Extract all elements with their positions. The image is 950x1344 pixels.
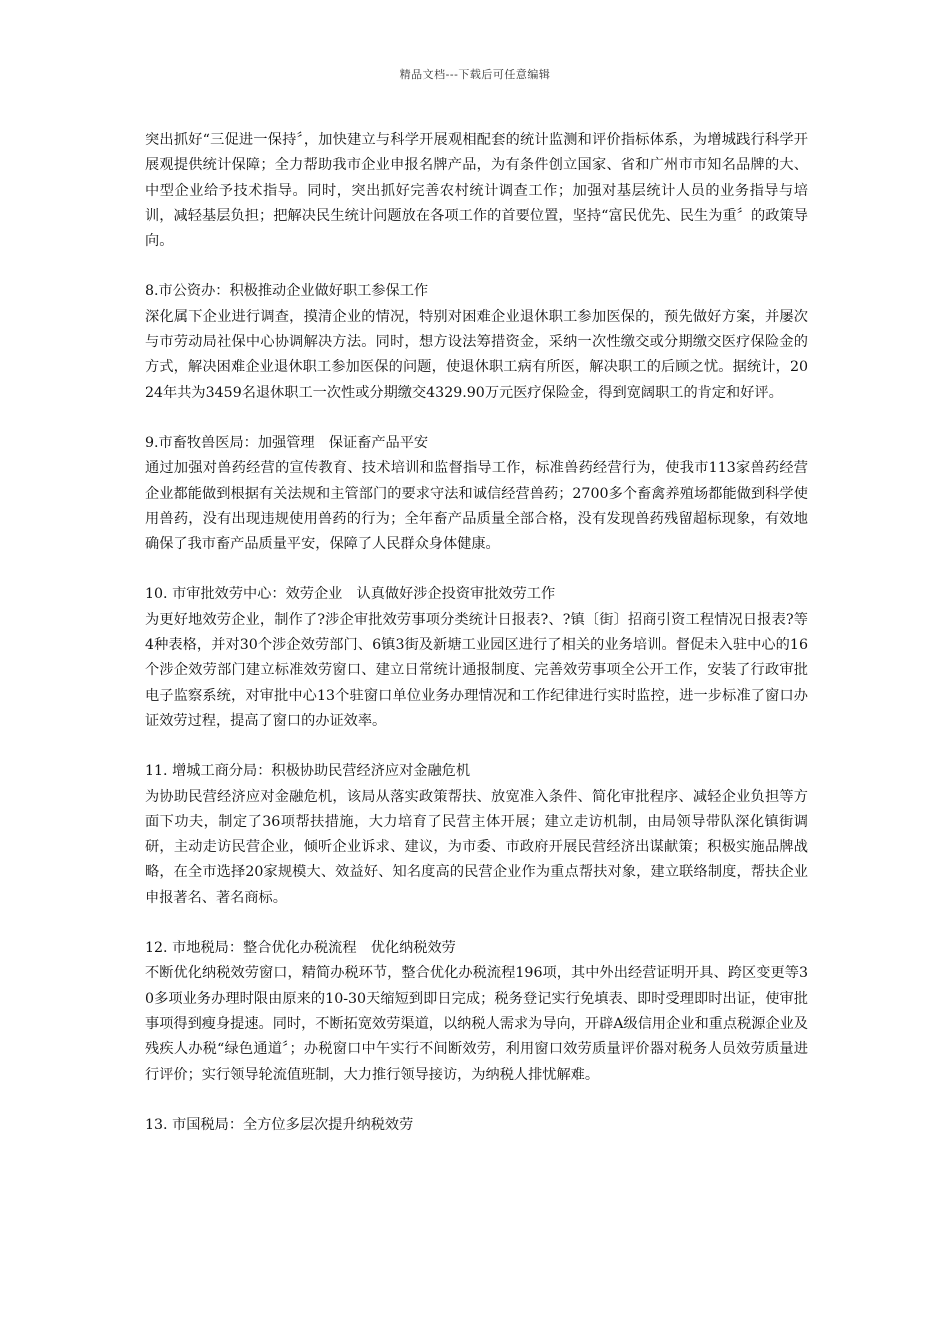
- section-title: 9.市畜牧兽医局：加强管理 保证畜产品平安: [145, 434, 429, 451]
- section-title: 10. 市审批效劳中心：效劳企业 认真做好涉企投资审批效劳工作: [145, 586, 556, 603]
- section-12: [145, 936, 808, 1088]
- section-body: 通过加强对兽药经营的宣传教育、技术培训和监督指导工作，标准兽药经营行为，使我市113家兽药经营企业都能做到根据有关法规和主管部门的要求守法和诚信经营兽药；2700多个畜禽养殖场都能做到科学使用兽药，没有出现违规使用兽药的行为；全年畜产品质量全部合格，没有发现兽药残留超标现象，有效地确保了我市畜产品质量平安，保障了人民群众身体健康。: [145, 460, 808, 553]
- intro-paragraph: 突出抓好“三促进一保持〞，加快建立与科学开展观相配套的统计监测和评价指标体系，为增城践行科学开展观提供统计保障；全力帮助我市企业申报名牌产品，为有条件创立国家、省和广州市市知名品牌的大、中型企业给予技术指导。同时，突出抓好完善农村统计调查工作；加强对基层统计人员的业务指导与培训，减轻基层负担；把解决民生统计问题放在各项工作的首要位置，坚持“富民优先、民生为重〞的政策导向。: [145, 132, 808, 250]
- section-title: 12. 市地税局：整合优化办税流程 优化纳税效劳: [145, 940, 456, 957]
- section-body: 不断优化纳税效劳窗口，精简办税环节，整合优化办税流程196项，其中外出经营证明开具、跨区变更等30多项业务办理时限由原来的10-30天缩短到即日完成；税务登记实行免填表、即时受理即时出证，使审批事项得到瘦身提速。同时，不断拓宽效劳渠道，以纳税人需求为导向，开辟A级信用企业和重点税源企业及残疾人办税“绿色通道〞；办税窗口中午实行不间断效劳，利用窗口效劳质量评价器对税务人员效劳质量进行评价；实行领导轮流值班制，大力推行领导接访，为纳税人排忧解难。: [145, 965, 808, 1083]
- section-8: [145, 279, 808, 405]
- document-body: [145, 128, 808, 1138]
- section-title: 13. 市国税局：全方位多层次提升纳税效劳: [145, 1116, 414, 1133]
- section-13: [145, 1113, 808, 1138]
- section-title: 8.市公资办：积极推动企业做好职工参保工作: [145, 283, 429, 300]
- section-title: 11. 增城工商分局：积极协助民营经济应对金融危机: [145, 763, 471, 780]
- section-9: [145, 431, 808, 557]
- section-body: 为更好地效劳企业，制作了?涉企审批效劳事项分类统计日报表?、?镇〔街〕招商引资工程情况日报表?等4种表格，并对30个涉企效劳部门、6镇3街及新塘工业园区进行了相关的业务培训。督促未入驻中心的16个涉企效劳部门建立标准效劳窗口、建立日常统计通报制度、完善效劳事项全公开工作，安装了行政审批电子监察系统，对审批中心13个驻窗口单位业务办理情况和工作纪律进行实时监控，进一步标准了窗口办证效劳过程，提高了窗口的办证效率。: [145, 611, 808, 729]
- section-11: [145, 759, 808, 911]
- section-10: [145, 582, 808, 734]
- section-body: 深化属下企业进行调查，摸清企业的情况，特别对困难企业退休职工参加医保的，预先做好方案，并屡次与市劳动局社保中心协调解决方法。同时，想方设法筹措资金，采纳一次性缴交或分期缴交医疗保险金的方式，解决困难企业退休职工参加医保的问题，使退休职工病有所医，解决职工的后顾之忧。据统计，2024年共为3459名退休职工一次性或分期缴交4329.90万元医疗保险金，得到宽阔职工的肯定和好评。: [145, 308, 808, 401]
- section-body: 为协助民营经济应对金融危机，该局从落实政策帮扶、放宽准入条件、简化审批程序、减轻企业负担等方面下功夫，制定了36项帮扶措施，大力培育了民营主体开展；建立走访机制，由局领导带队深化镇街调研，主动走访民营企业，倾听企业诉求、建议，为市委、市政府开展民营经济出谋献策；积极实施品牌战略，在全市选择20家规模大、效益好、知名度高的民营企业作为重点帮扶对象，建立联络制度，帮扶企业申报著名、著名商标。: [145, 788, 808, 906]
- page-header: 精品文档---下载后可任意编辑: [399, 68, 551, 81]
